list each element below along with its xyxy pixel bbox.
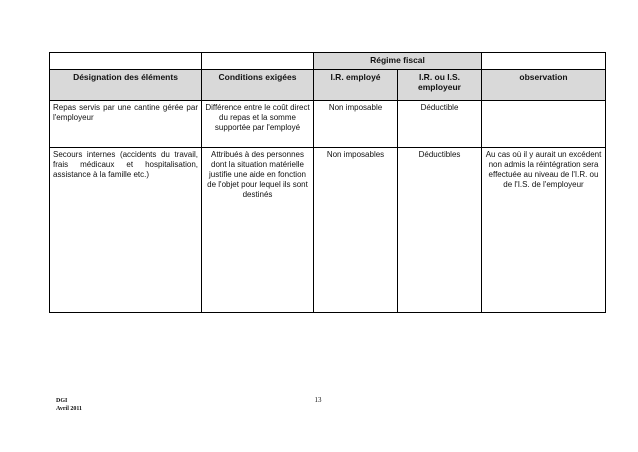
cell-ir-employe: Non imposables — [314, 148, 398, 313]
table-row — [50, 148, 606, 313]
footer-org-date — [56, 397, 82, 413]
cell-observation: Au cas où il y aurait un excédent non admis la réintégration sera effectuée au niveau de l'I.R. ou de l'I.S. de l'employeur — [482, 148, 606, 313]
table-row — [50, 101, 606, 148]
cell-designation: Repas servis par une cantine gérée par l'employeur — [50, 101, 202, 148]
cell-ir-is-employeur: Déductible — [398, 101, 482, 148]
footer-org: DGI — [56, 398, 68, 404]
header-row-columns — [50, 70, 606, 101]
cell-observation — [482, 101, 606, 148]
column-header-designation: Désignation des éléments — [50, 70, 202, 101]
fiscal-regime-table — [49, 52, 606, 313]
header-blank-2 — [202, 53, 314, 70]
column-header-observation: observation — [482, 70, 606, 101]
cell-conditions: Attribués à des personnes dont la situation matérielle justifie une aide en fonction de l'objet pour lequel ils sont destinés — [202, 148, 314, 313]
cell-ir-is-employeur: Déductibles — [398, 148, 482, 313]
column-header-conditions: Conditions exigées — [202, 70, 314, 101]
cell-ir-employe: Non imposable — [314, 101, 398, 148]
regime-fiscal-header: Régime fiscal — [314, 53, 482, 70]
header-blank-3 — [482, 53, 606, 70]
column-header-ir-is-employeur: I.R. ou I.S. employeur — [398, 70, 482, 101]
cell-designation: Secours internes (accidents du travail, frais médicaux et hospitalisation, assistance à la famille etc.) — [50, 148, 202, 313]
cell-conditions: Différence entre le coût direct du repas et la somme supportée par l'employé — [202, 101, 314, 148]
column-header-ir-employe: I.R. employé — [314, 70, 398, 101]
page-number: 13 — [314, 396, 322, 404]
header-blank-1 — [50, 53, 202, 70]
header-row-regime — [50, 53, 606, 70]
footer-date: Avril 2011 — [56, 406, 83, 412]
